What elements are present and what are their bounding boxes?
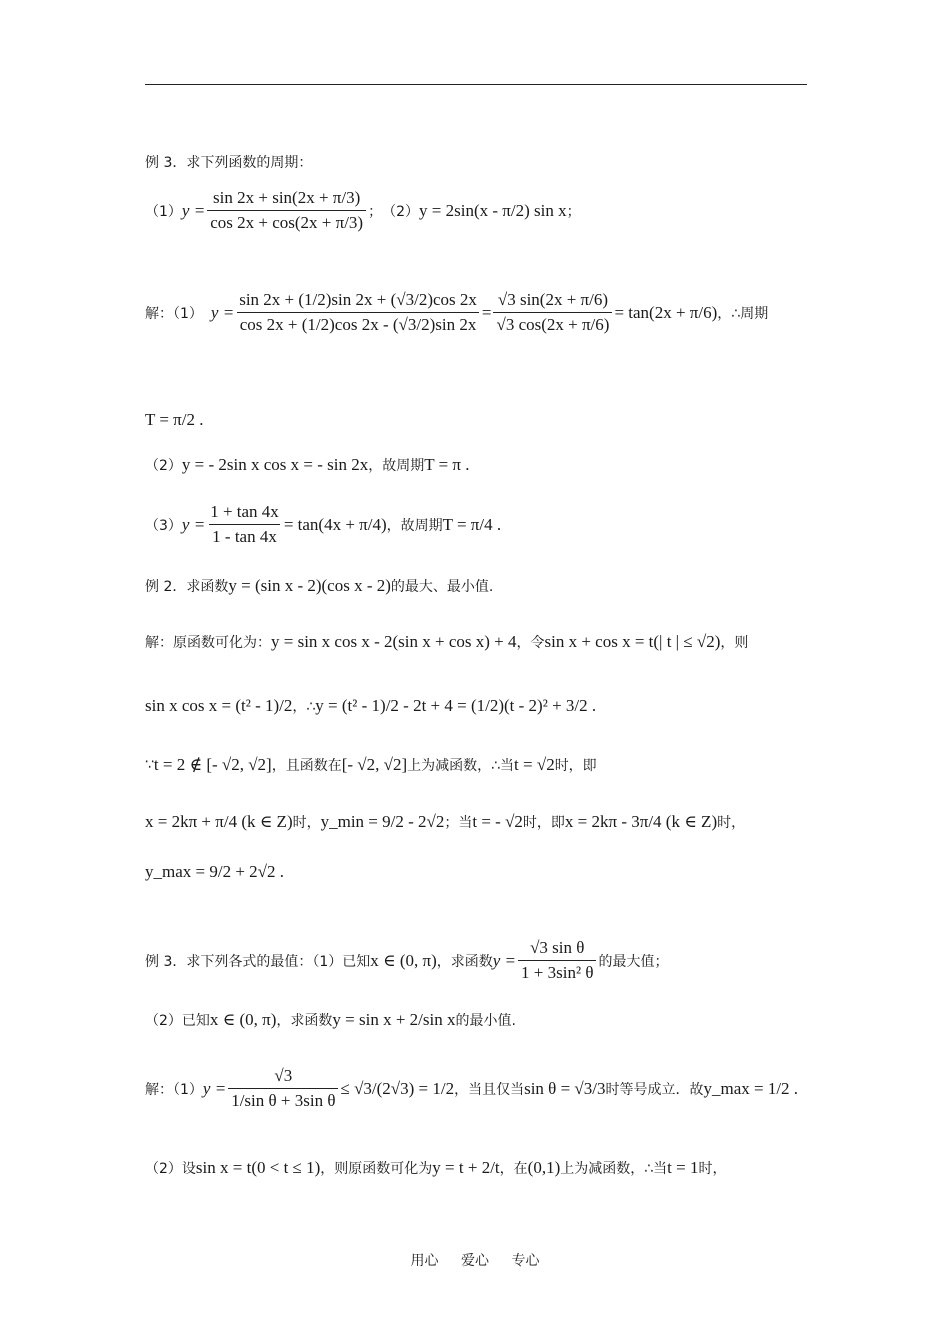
example-2-solution-4: x = 2kπ + π/4 (k ∈ Z) 时， y_min = 9/2 - 2√2 ；当 t = - √2 时，即 x = 2kπ - 3π/4 (k ∈ Z) 时， [145,812,746,831]
example-3b-title: 例 3．求下列各式的最值：（1）已知 x ∈ (0, π) ，求函数 y = $\frac{\text{√3 sin θ}}{\text{1 + 3sin² θ}}$ 的最大值； [145,938,669,982]
q1-fraction: $\frac{\sin 2x + \sin(2x + \pi/3)}{\cos 2x + \cos(2x + \pi/3)}$ [207,188,366,233]
ex3b-fraction: $\frac{\text{√3 sin θ}}{\text{1 + 3sin² θ}}$ [518,938,596,983]
footer-word: 爱心 [461,1253,489,1269]
page-footer [0,1250,950,1270]
example-2-solution-5: y_max = 9/2 + 2√2 . [145,862,284,881]
footer-word: 专心 [511,1253,540,1269]
solution-1-period: T = π/2 . [145,410,204,429]
problem-line-1: （1） y = $\frac{\sin 2x + \sin(2x + \pi/3)}{\cos 2x + \cos(2x + \pi/3)}$ ； （2） y = 2sin(x - π/2) sin x ； [145,188,581,232]
example-3-title: 例 3．求下列函数的周期： [145,155,313,171]
sol1-fraction-1: $\frac{\sin 2x + (1/2)\sin 2x + (√3/2)\cos 2x}{\cos 2x + (1/2)\cos 2x - (√3/2)\sin 2x}$ [236,290,480,335]
example-2-title: 例 2．求函数 y = (sin x - 2)(cos x - 2) 的最大、最小值. [145,576,494,595]
sol3-fraction: $\frac{1 + \tan 4x}{1 - \tan 4x}$ [210,502,279,546]
example-3b-solution-2: （2）设 sin x = t(0 < t ≤ 1) ，则原函数可化为 y = t + 2/t ，在 (0,1) 上为减函数，∴当 t = 1 时， [145,1158,727,1177]
header-rule [145,84,807,85]
sol1-fraction-2: $\frac{√3 \sin(2x + \pi/6)}{√3 \cos(2x + \pi/6)}$ [493,290,612,335]
example-3b-question-2: （2）已知 x ∈ (0, π) ，求函数 y = sin x + 2/sin x 的最小值. [145,1010,516,1029]
ex3b-solution-fraction: $\frac{√3}{\text{1/sin θ + 3sin θ}}$ [228,1066,338,1111]
footer-word: 用心 [410,1253,439,1269]
example-2-solution-1: 解：原函数可化为： y = sin x cos x - 2(sin x + cos x) + 4 ，令 sin x + cos x = t(| t | ≤ √2) ，则 [145,632,749,651]
example-2-solution-3: ∵ t = 2 ∉ [- √2, √2] ，且函数在 [- √2, √2] 上为减函数，∴当 t = √2 时，即 [145,755,597,774]
example-2-solution-2: sin x cos x = (t² - 1)/2 ，∴ y = (t² - 1)/2 - 2t + 4 = (1/2)(t - 2)² + 3/2 . [145,696,597,715]
solution-3: （3） y = $\frac{1 + \tan 4x}{1 - \tan 4x}$ = tan(4x + π/4) ，故周期 T = π/4 . [145,502,502,546]
solution-1: 解：（1） y = $\frac{\sin 2x + (1/2)\sin 2x + (√3/2)\cos 2x}{\cos 2x + (1/2)\cos 2x - (√3/2)\sin 2x}$ = $\frac{√3 \sin(2x + \pi/6)}{√3 \cos(2x + \pi/6)}$ = tan(2x + π/6) ，∴周期 [145,290,769,334]
solution-2: （2） y = - 2sin x cos x = - sin 2x ，故周期 T = π . [145,455,470,474]
example-3b-solution-1: 解：（1） y = $\frac{√3}{\text{1/sin θ + 3sin θ}}$ ≤ √3/(2√3) = 1/2 ，当且仅当 sin θ = √3/3 时等号成立．故 y_max = 1/2 . [145,1066,799,1110]
